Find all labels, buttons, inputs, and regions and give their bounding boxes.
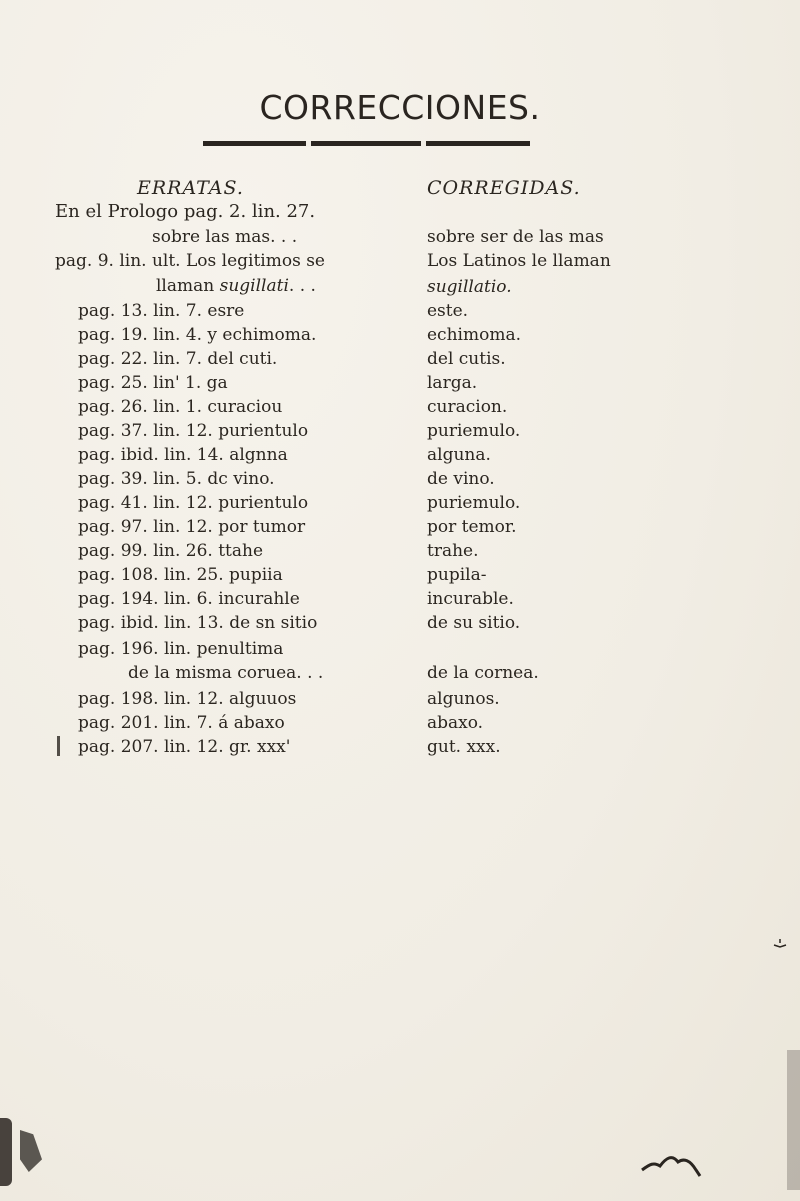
errata-left: pag. 41. lin. 12. purientulo — [78, 493, 309, 513]
errata-left: pag. 13. lin. 7. esre — [78, 301, 245, 321]
errata-left: pag. 99. lin. 26. ttahe — [78, 541, 264, 561]
errata-right: trahe. — [427, 541, 479, 561]
errata-left: pag. 19. lin. 4. y echimoma. — [78, 325, 317, 345]
rule-gap — [421, 141, 426, 147]
errata-left: pag. 198. lin. 12. alguuos — [78, 689, 297, 709]
scribble-mark — [640, 1140, 710, 1180]
errata-left: sobre las mas. . . — [152, 227, 298, 247]
errata-right: sugillatio. — [427, 277, 512, 297]
errata-right: echimoma. — [427, 325, 521, 345]
edge-stain — [0, 1118, 12, 1186]
errata-right: este. — [427, 301, 469, 321]
errata-right: alguna. — [427, 445, 491, 465]
errata-right: Los Latinos le llaman — [427, 251, 611, 271]
errata-left: de la misma coruea. . . — [128, 663, 324, 683]
errata-right: sobre ser de las mas — [427, 227, 604, 247]
corner-stain — [20, 1130, 42, 1172]
errata-right: gut. xxx. — [427, 737, 501, 757]
errata-left: pag. 207. lin. 12. gr. xxx' — [78, 737, 291, 757]
errata-left: pag. 39. lin. 5. dc vino. — [78, 469, 275, 489]
small-mark — [770, 935, 790, 955]
errata-right: abaxo. — [427, 713, 484, 733]
errata-right: curacion. — [427, 397, 508, 417]
errata-left: pag. 108. lin. 25. pupiia — [78, 565, 283, 585]
ink-mark — [57, 736, 60, 756]
errata-right: puriemulo. — [427, 493, 521, 513]
errata-right: de la cornea. — [427, 663, 539, 683]
errata-right: larga. — [427, 373, 478, 393]
errata-left: pag. 194. lin. 6. incurahle — [78, 589, 300, 609]
errata-left: pag. ibid. lin. 13. de sn sitio — [78, 613, 318, 633]
title-rule — [203, 141, 530, 146]
erratas-header: ERRATAS. — [137, 177, 244, 199]
errata-right: incurable. — [427, 589, 514, 609]
errata-left: pag. 22. lin. 7. del cuti. — [78, 349, 278, 369]
errata-right: algunos. — [427, 689, 500, 709]
errata-right: puriemulo. — [427, 421, 521, 441]
errata-left-text: llaman sugillati. . . — [156, 276, 316, 296]
errata-left — [156, 278, 316, 295]
errata-right: de su sitio. — [427, 613, 521, 633]
page-title: CORRECCIONES. — [259, 88, 541, 127]
errata-left: pag. ibid. lin. 14. algnna — [78, 445, 288, 465]
errata-left: pag. 201. lin. 7. á abaxo — [78, 713, 285, 733]
errata-left: pag. 26. lin. 1. curaciou — [78, 397, 283, 417]
errata-left: pag. 97. lin. 12. por tumor — [78, 517, 306, 537]
errata-right: de vino. — [427, 469, 495, 489]
rule-gap — [306, 141, 311, 147]
right-edge-shadow — [787, 1050, 800, 1190]
errata-left: pag. 9. lin. ult. Los legitimos se — [55, 251, 325, 271]
prologo-line: En el Prologo pag. 2. lin. 27. — [55, 201, 316, 222]
errata-left: pag. 196. lin. penultima — [78, 639, 284, 659]
errata-right: por temor. — [427, 517, 517, 537]
errata-right: pupila- — [427, 565, 487, 585]
corregidas-header: CORREGIDAS. — [427, 177, 581, 199]
errata-left: pag. 25. lin' 1. ga — [78, 373, 228, 393]
errata-left: pag. 37. lin. 12. purientulo — [78, 421, 309, 441]
errata-right: del cutis. — [427, 349, 506, 369]
